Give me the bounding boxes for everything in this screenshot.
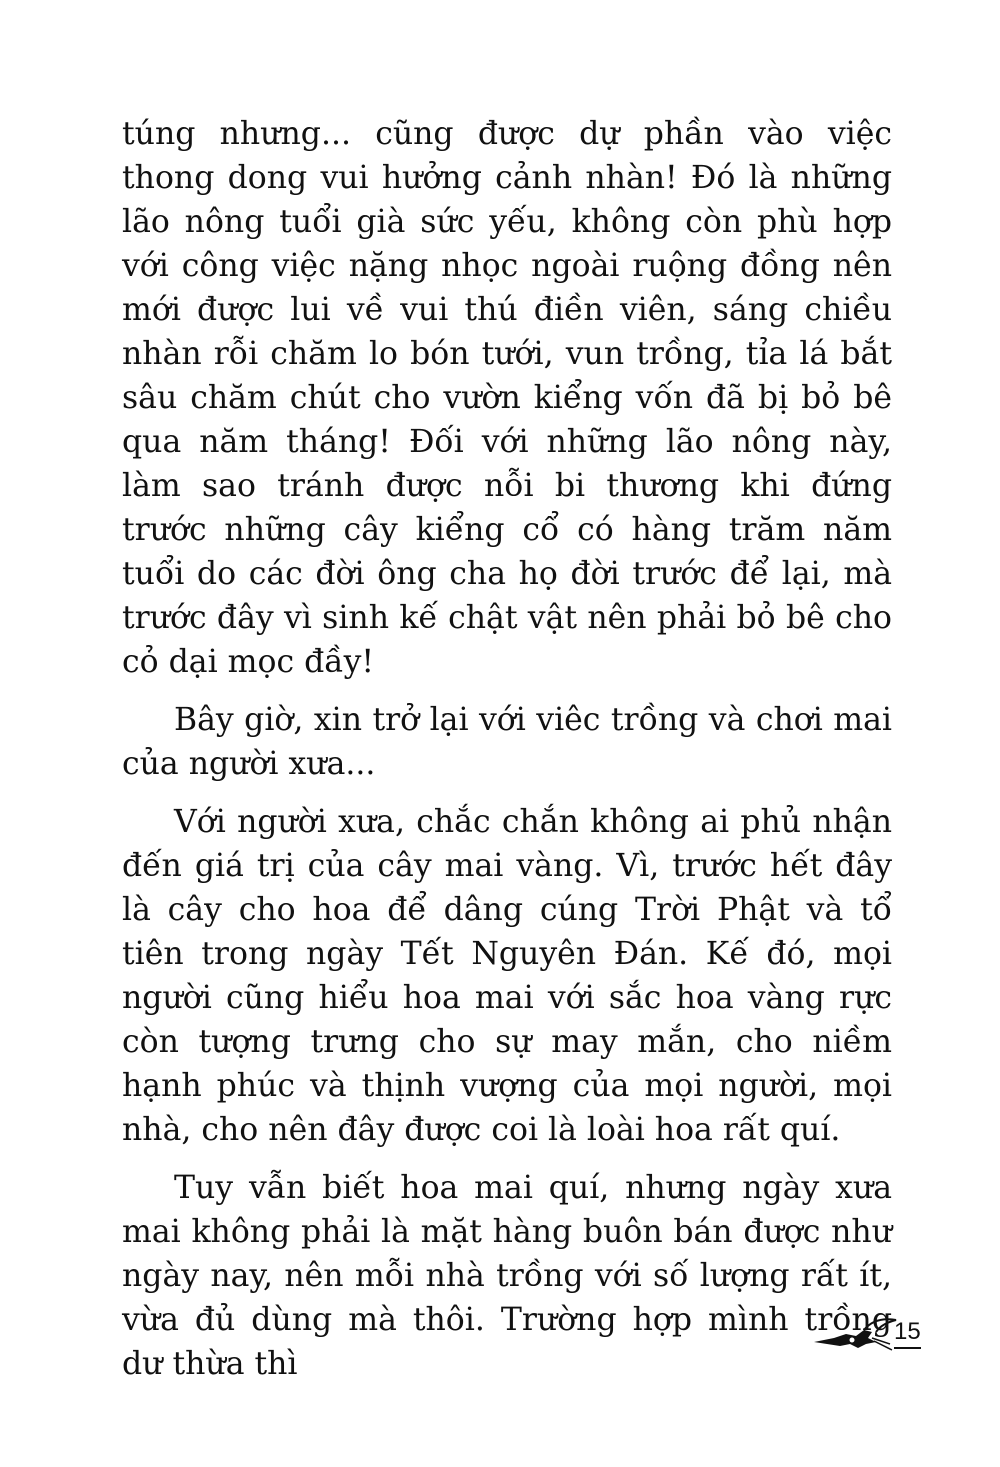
paragraph-value-of-mai: Với người xưa, chắc chắn không ai phủ nhận đến giá trị của cây mai vàng. Vì, trước hết đây là cây cho hoa để dâng cúng Trời Phật và tổ tiên trong ngày Tết Nguyên Đán. Kế đó, mọi người cũng hiểu hoa mai với sắc hoa vàng rực còn tượng trưng cho sự may mắn, cho niềm hạnh phúc và thịnh vượng của mọi người, mọi nhà, cho nên đây được coi là loài hoa rất quí. xyxy=(122,804,892,1148)
body-text xyxy=(122,112,892,1386)
paragraph-trading: Tuy vẫn biết hoa mai quí, nhưng ngày xưa mai không phải là mặt hàng buôn bán được như ngày nay, nên mỗi nhà trồng với số lượng rất ít, vừa đủ dùng mà thôi. Trường hợp mình trồng dư thừa thì xyxy=(122,1170,892,1382)
page-number: 15 xyxy=(894,1318,921,1349)
page-footer xyxy=(800,1310,930,1360)
bird-ornament-icon xyxy=(812,1314,902,1356)
paragraph-return: Bây giờ, xin trở lại với viêc trồng và chơi mai của người xưa... xyxy=(122,702,892,782)
paragraph-continued: túng nhưng... cũng được dự phần vào việc thong dong vui hưởng cảnh nhàn! Đó là những lão nông tuổi già sức yếu, không còn phù hợp với công việc nặng nhọc ngoài ruộng đồng nên mới được lui về vui thú điền viên, sáng chiều nhàn rỗi chăm lo bón tưới, vun trồng, tỉa lá bắt sâu chăm chút cho vườn kiểng vốn đã bị bỏ bê qua năm tháng! Đối với những lão nông này, làm sao tránh được nỗi bi thương khi đứng trước những cây kiểng cổ có hàng trăm năm tuổi do các đời ông cha họ đời trước để lại, mà trước đây vì sinh kế chật vật nên phải bỏ bê cho cỏ dại mọc đầy! xyxy=(122,116,892,680)
